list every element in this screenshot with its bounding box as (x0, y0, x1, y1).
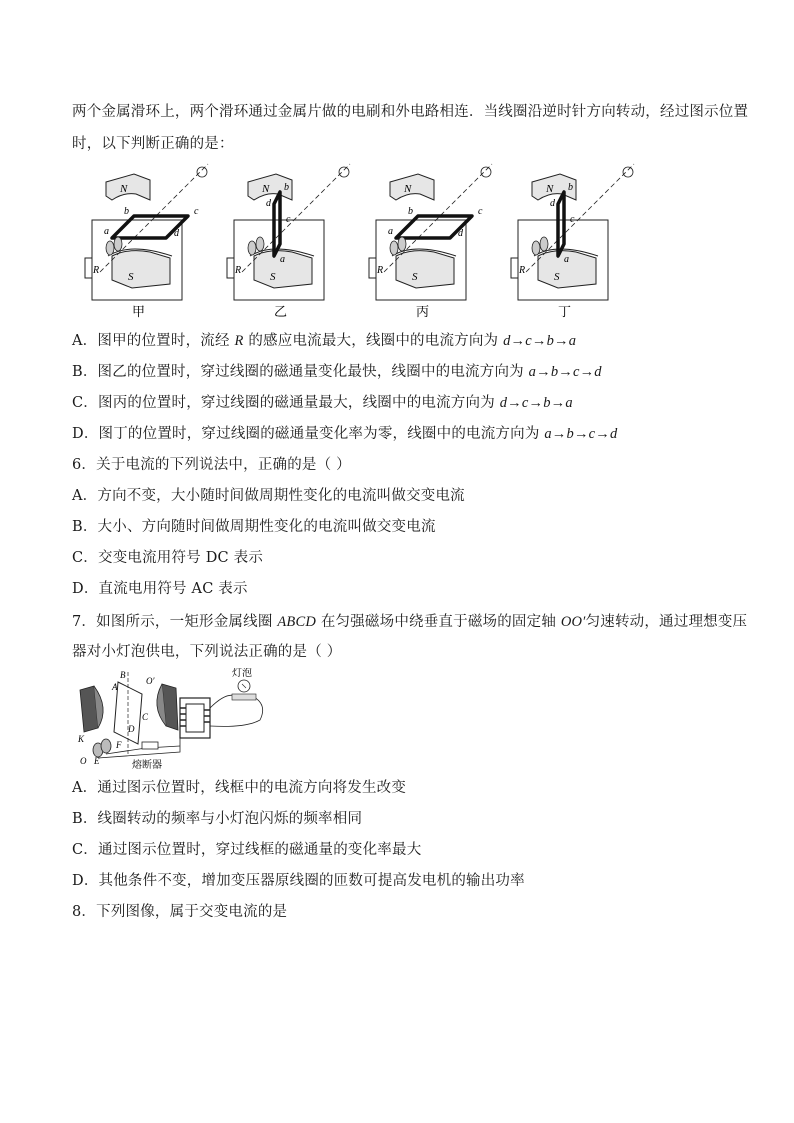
coil-corner-label: a (564, 254, 569, 265)
magnet-s-label: S (128, 271, 134, 283)
q6-stem: 6．关于电流的下列说法中，正确的是（ ） (72, 457, 351, 473)
q7-option-b: B．线圈转动的频率与小灯泡闪烁的频率相同 (72, 811, 363, 827)
panel-caption: 甲 (132, 304, 146, 319)
panel-caption: 乙 (274, 304, 288, 319)
bulb-label: 灯泡 (232, 668, 252, 679)
letter-F: F (116, 740, 122, 750)
q5-option-b: B．图乙的位置时，穿过线圈的磁通量变化最快，线圈中的电流方向为 a→b→c→d (72, 364, 602, 380)
q7-option-a: A．通过图示位置时，线框中的电流方向将发生改变 (72, 780, 407, 796)
generator-panel (369, 164, 492, 319)
q7-option-c: C．通过图示位置时，穿过线框的磁通量的变化率最大 (72, 842, 422, 858)
intro-line-2: 时，以下判断正确的是： (72, 136, 234, 152)
transformer-figure (76, 668, 276, 770)
intro-line-1: 两个金属滑环上，两个滑环通过金属片做的电刷和外电路相连．当线圈沿逆时针方向转动，经过图示位置 (72, 104, 749, 120)
coil-corner-label: c (478, 206, 483, 217)
generator-figure (80, 160, 640, 320)
letter-A: A (112, 682, 118, 692)
q7-option-d: D．其他条件不变，增加变压器原线圈的匝数可提高发电机的输出功率 (72, 873, 525, 889)
coil-corner-label: c (570, 214, 575, 225)
letter-E: E (94, 756, 100, 766)
letter-C: C (142, 712, 149, 722)
coil-corner-label: a (104, 226, 109, 237)
coil-corner-label: a (388, 226, 393, 237)
magnet-s-label: S (554, 271, 560, 283)
q6-option-c: C．交变电流用符号 DC 表示 (72, 550, 264, 566)
magnet-n-label: N (262, 183, 270, 195)
coil-corner-label: b (284, 182, 289, 193)
magnet-n-label: N (120, 183, 128, 195)
q6-option-a: A．方向不变，大小随时间做周期性变化的电流叫做交变电流 (72, 488, 465, 504)
coil-corner-label: a (280, 254, 285, 265)
q5-option-d: D．图丁的位置时，穿过线圈的磁通量变化率为零，线圈中的电流方向为 a→b→c→d (72, 426, 618, 442)
letter-O: O (80, 756, 87, 766)
generator-panel (85, 164, 208, 319)
magnet-s-label: S (270, 271, 276, 283)
magnet-n-label: N (546, 183, 554, 195)
q7-stem-line-1: 7．如图所示，一矩形金属线圈 ABCD 在匀强磁场中绕垂直于磁场的固定轴 OO′匀速转动，通过理想变压 (72, 614, 748, 630)
generator-panel (227, 164, 350, 319)
coil-corner-label: d (266, 198, 271, 209)
letter-D: D (128, 724, 135, 734)
panel-caption: 丙 (416, 304, 430, 319)
resistor-label: R (377, 265, 384, 276)
fuse-label: 熔断器 (132, 760, 162, 770)
resistor-label: R (519, 265, 526, 276)
panel-caption: 丁 (558, 304, 572, 319)
magnet-s-label: S (412, 271, 418, 283)
coil-corner-label: d (550, 198, 555, 209)
q5-option-c: C．图丙的位置时，穿过线圈的磁通量最大，线圈中的电流方向为 d→c→b→a (72, 395, 573, 411)
letter-K: K (78, 734, 85, 744)
coil-corner-label: d (458, 228, 463, 239)
coil-corner-label: c (286, 214, 291, 225)
q5-option-a: A．图甲的位置时，流经 R 的感应电流最大，线圈中的电流方向为 d→c→b→a (72, 333, 577, 349)
q7-stem-line-2: 器对小灯泡供电，下列说法正确的是（ ） (72, 644, 342, 660)
coil-corner-label: b (124, 206, 129, 217)
q8-stem: 8．下列图像，属于交变电流的是 (72, 904, 288, 920)
letter-O-prime: O′ (146, 676, 155, 686)
q6-option-d: D．直流电用符号 AC 表示 (72, 581, 248, 597)
coil-corner-label: b (408, 206, 413, 217)
coil-corner-label: c (194, 206, 199, 217)
q6-option-b: B．大小、方向随时间做周期性变化的电流叫做交变电流 (72, 519, 436, 535)
coil-corner-label: b (568, 182, 573, 193)
letter-B: B (120, 670, 126, 680)
magnet-n-label: N (404, 183, 412, 195)
generator-panel (511, 164, 634, 319)
coil-corner-label: d (174, 228, 179, 239)
resistor-label: R (93, 265, 100, 276)
resistor-label: R (235, 265, 242, 276)
